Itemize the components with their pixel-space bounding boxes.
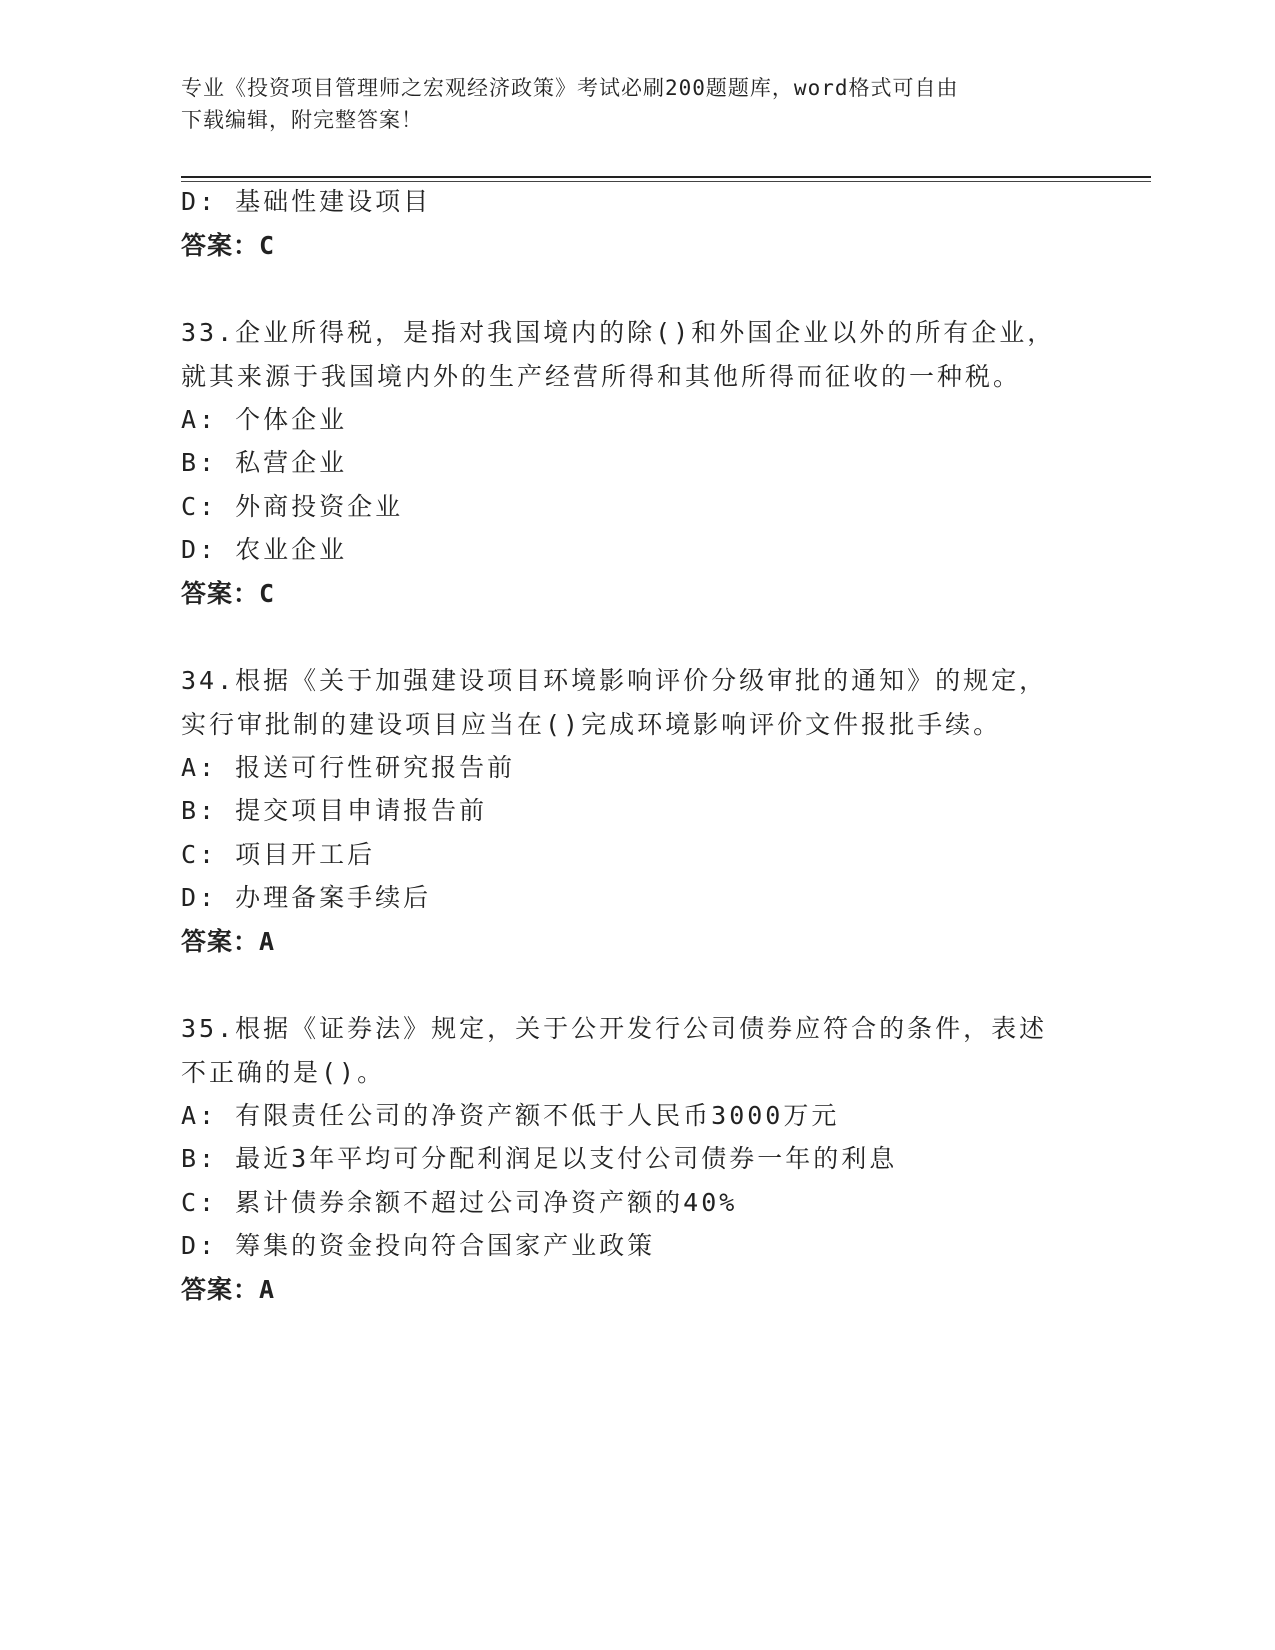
q34-stem-line-1: 34.根据《关于加强建设项目环境影响评价分级审批的通知》的规定，	[181, 666, 1048, 695]
q34-option-b: B: 提交项目申请报告前	[181, 796, 488, 825]
header-line-2: 下载编辑，附完整答案！	[181, 108, 423, 132]
q35-option-a: A: 有限责任公司的净资产额不低于人民币3000万元	[181, 1101, 840, 1130]
q35-option-b: B: 最近3年平均可分配利润足以支付公司债券一年的利息	[181, 1144, 898, 1173]
q35-stem-line-2: 不正确的是()。	[181, 1058, 386, 1087]
q33-answer: 答案：C	[181, 579, 276, 608]
q34-option-a: A: 报送可行性研究报告前	[181, 753, 516, 782]
q33-stem-line-2: 就其来源于我国境内外的生产经营所得和其他所得而征收的一种税。	[181, 362, 1022, 391]
q34-option-d: D: 办理备案手续后	[181, 883, 432, 912]
q34-option-c: C: 项目开工后	[181, 840, 376, 869]
q34-answer: 答案：A	[181, 927, 276, 956]
header-divider-thick	[181, 176, 1151, 178]
header-line-1: 专业《投资项目管理师之宏观经济政策》考试必刷200题题库，word格式可自由	[181, 76, 959, 100]
document-header	[181, 72, 1061, 136]
q33-option-a: A: 个体企业	[181, 405, 348, 434]
q33-stem-line-1: 33.企业所得税，是指对我国境内的除()和外国企业以外的所有企业，	[181, 318, 1056, 347]
header-divider-thin	[181, 181, 1151, 182]
q35-option-c: C: 累计债券余额不超过公司净资产额的40%	[181, 1188, 738, 1217]
q33-option-b: B: 私营企业	[181, 448, 348, 477]
q35-answer: 答案：A	[181, 1275, 276, 1304]
q33-option-d: D: 农业企业	[181, 535, 348, 564]
q34-stem-line-2: 实行审批制的建设项目应当在()完成环境影响评价文件报批手续。	[181, 710, 1002, 739]
q35-option-d: D: 筹集的资金投向符合国家产业政策	[181, 1231, 656, 1260]
q35-stem-line-1: 35.根据《证券法》规定，关于公开发行公司债券应符合的条件，表述	[181, 1014, 1048, 1043]
prev-answer: 答案：C	[181, 231, 276, 260]
prev-option-d: D: 基础性建设项目	[181, 187, 432, 216]
q33-option-c: C: 外商投资企业	[181, 492, 404, 521]
